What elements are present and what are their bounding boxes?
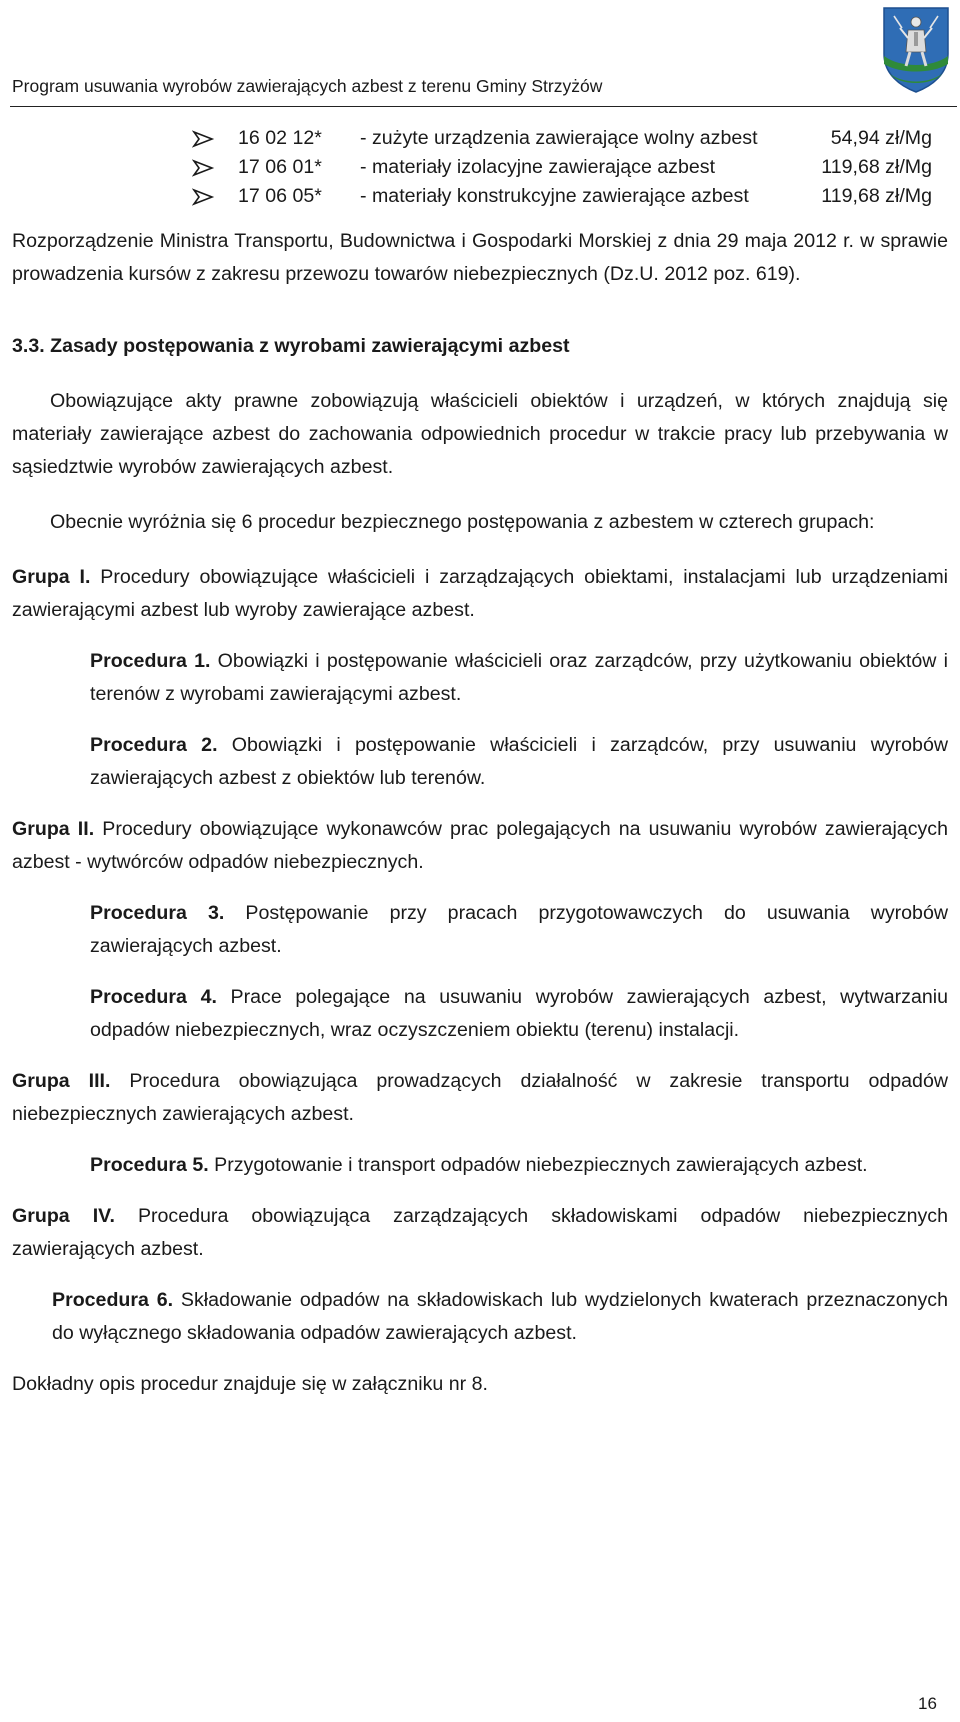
group-text: Procedura obowiązująca zarządzających składowiskami odpadów niebezpiecznych zawierających azbest. bbox=[12, 1205, 948, 1260]
procedure-2-paragraph bbox=[12, 729, 948, 795]
waste-price: 119,68 zł/Mg bbox=[821, 185, 932, 207]
procedure-6-paragraph bbox=[12, 1284, 948, 1350]
coat-of-arms-icon bbox=[880, 4, 952, 94]
group-1-paragraph bbox=[12, 561, 948, 627]
group-label: Grupa II. bbox=[12, 818, 95, 840]
intro-paragraph: Obowiązujące akty prawne zobowiązują właścicieli obiektów i urządzeń, w których znajdują się materiały zawierające azbest do zachowania odpowiednich procedur w trakcie pracy lub przebywania w sąsiedztwie wyrobów zawierających azbest. bbox=[12, 390, 948, 478]
procedure-3-paragraph bbox=[12, 897, 948, 963]
header-rule bbox=[10, 106, 957, 107]
waste-description: - materiały izolacyjne zawierające azbest bbox=[360, 156, 716, 178]
procedure-5-paragraph bbox=[12, 1149, 948, 1182]
regulation-paragraph: Rozporządzenie Ministra Transportu, Budownictwa i Gospodarki Morskiej z dnia 29 maja 2012 r. w sprawie prowadzenia kursów z zakresu przewozu towarów niebezpiecznych (Dz.U. 2012 poz. 619). bbox=[12, 230, 948, 285]
arrow-bullet-icon bbox=[192, 188, 216, 206]
closing-paragraph: Dokładny opis procedur znajduje się w załączniku nr 8. bbox=[12, 1373, 488, 1395]
arrow-bullet-icon bbox=[192, 159, 216, 177]
procedure-text: Obowiązki i postępowanie właścicieli oraz zarządców, przy użytkowaniu obiektów i terenów z wyrobami zawierającymi azbest. bbox=[90, 650, 948, 705]
group-2-paragraph bbox=[12, 813, 948, 879]
group-label: Grupa I. bbox=[12, 566, 91, 588]
procedure-label: Procedura 6. bbox=[52, 1289, 174, 1311]
intro-paragraph-2: Obecnie wyróżnia się 6 procedur bezpiecznego postępowania z azbestem w czterech grupach: bbox=[50, 511, 875, 533]
arrow-bullet-icon bbox=[192, 130, 216, 148]
waste-code: 17 06 05* bbox=[238, 185, 322, 207]
procedure-text: Składowanie odpadów na składowiskach lub wydzielonych kwaterach przeznaczonych do wyłącznego składowania odpadów zawierających azbest. bbox=[52, 1289, 949, 1344]
page-header bbox=[0, 0, 960, 108]
procedure-4-paragraph bbox=[12, 981, 948, 1047]
group-4-paragraph bbox=[12, 1200, 948, 1266]
waste-description: - zużyte urządzenia zawierające wolny azbest bbox=[360, 127, 758, 149]
procedure-label: Procedura 1. bbox=[90, 650, 211, 672]
procedure-text: Obowiązki i postępowanie właścicieli i zarządców, przy usuwaniu wyrobów zawierających azbest z obiektów lub terenów. bbox=[90, 734, 949, 789]
procedure-text: Przygotowanie i transport odpadów niebezpiecznych zawierających azbest. bbox=[208, 1154, 868, 1176]
procedure-label: Procedura 4. bbox=[90, 986, 217, 1008]
group-3-paragraph bbox=[12, 1065, 948, 1131]
header-title: Program usuwania wyrobów zawierających azbest z terenu Gminy Strzyżów bbox=[12, 76, 603, 96]
list-item bbox=[192, 153, 948, 182]
group-label: Grupa IV. bbox=[12, 1205, 115, 1227]
group-text: Procedury obowiązujące właścicieli i zarządzających obiektami, instalacjami lub urządzeniami zawierającymi azbest lub wyroby zawierające azbest. bbox=[12, 566, 948, 621]
procedure-label: Procedura 5. bbox=[90, 1154, 209, 1176]
procedure-text: Postępowanie przy pracach przygotowawczych do usuwania wyrobów zawierających azbest. bbox=[90, 902, 949, 957]
list-item bbox=[192, 182, 948, 211]
section-heading: 3.3. Zasady postępowania z wyrobami zawierającymi azbest bbox=[12, 335, 570, 357]
group-label: Grupa III. bbox=[12, 1070, 111, 1092]
waste-code-list bbox=[12, 124, 948, 211]
waste-code: 17 06 01* bbox=[238, 156, 322, 178]
page-content bbox=[12, 124, 948, 1401]
list-item bbox=[192, 124, 948, 153]
waste-code: 16 02 12* bbox=[238, 127, 322, 149]
waste-description: - materiały konstrukcyjne zawierające azbest bbox=[360, 185, 749, 207]
procedure-label: Procedura 2. bbox=[90, 734, 218, 756]
waste-price: 119,68 zł/Mg bbox=[821, 156, 932, 178]
procedure-text: Prace polegające na usuwaniu wyrobów zawierających azbest, wytwarzaniu odpadów niebezpiecznych, wraz oczyszczeniem obiektu (terenu) instalacji. bbox=[90, 986, 948, 1041]
page-number: 16 bbox=[918, 1694, 937, 1713]
group-text: Procedura obowiązująca prowadzących działalność w zakresie transportu odpadów niebezpiecznych zawierających azbest. bbox=[12, 1070, 948, 1125]
procedure-label: Procedura 3. bbox=[90, 902, 225, 924]
procedure-1-paragraph bbox=[12, 645, 948, 711]
group-text: Procedury obowiązujące wykonawców prac polegających na usuwaniu wyrobów zawierających azbest - wytwórców odpadów niebezpiecznych. bbox=[12, 818, 948, 873]
waste-price: 54,94 zł/Mg bbox=[830, 127, 932, 149]
